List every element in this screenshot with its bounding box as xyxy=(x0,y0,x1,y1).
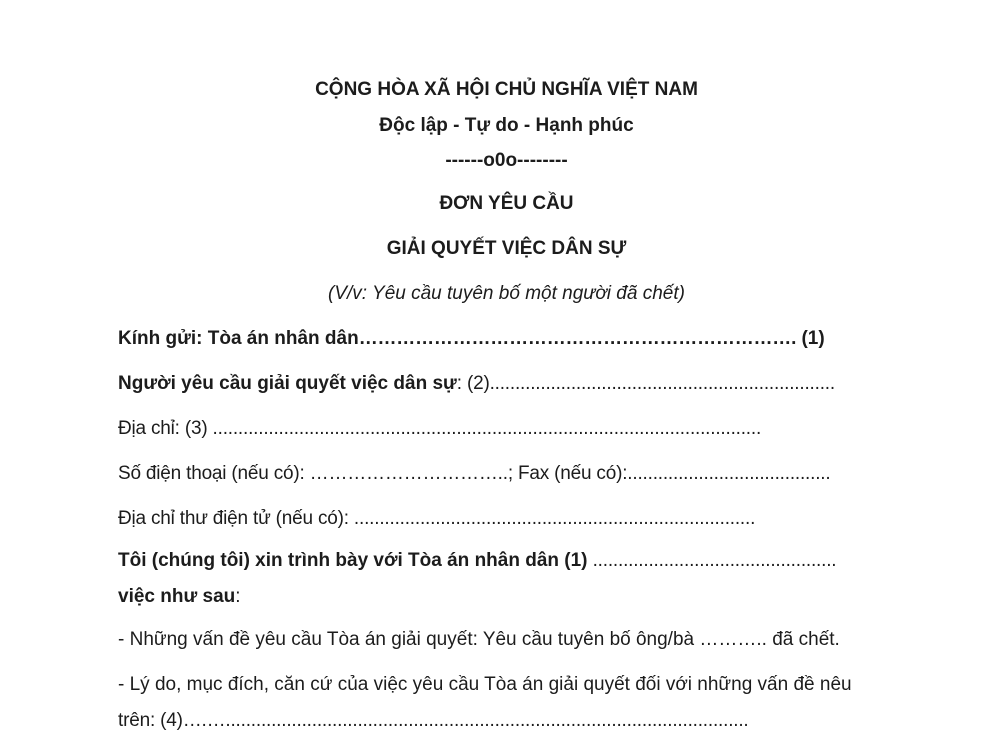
document-subtitle: GIẢI QUYẾT VIỆC DÂN SỰ xyxy=(386,238,627,259)
statement-cont-colon: : xyxy=(235,586,241,607)
statement-cont-label: việc như sau xyxy=(118,586,236,607)
requester-fill: : (2).................................................................... xyxy=(456,373,835,394)
recipient-fill: ……………………………………………………………. xyxy=(358,328,797,349)
reason-line-2: trên: (4)….…....................................................................................................... xyxy=(118,710,749,731)
email-line: Địa chỉ thư điện tử (nếu có): ............................................................................... xyxy=(118,508,756,529)
statement-continuation xyxy=(118,587,241,606)
address-line: Địa chỉ: (3) ............................................................................................................ xyxy=(118,418,762,439)
recipient-note: (1) xyxy=(796,328,825,349)
statement-fill: ................................................ xyxy=(587,550,837,571)
country-heading: CỘNG HÒA XÃ HỘI CHỦ NGHĨA VIỆT NAM xyxy=(315,79,698,100)
phone-line: Số điện thoại (nếu có): …………………………..; Fax (nếu có):........................................ xyxy=(118,463,831,484)
reason-line-1: - Lý do, mục đích, căn cứ của việc yêu cầu Tòa án giải quyết đối với những vấn đề nêu xyxy=(118,674,852,695)
subject-line: (V/v: Yêu cầu tuyên bố một người đã chết) xyxy=(328,283,685,304)
issue-line: - Những vấn đề yêu cầu Tòa án giải quyết: Yêu cầu tuyên bố ông/bà ……….. đã chết. xyxy=(118,629,840,650)
document-title: ĐƠN YÊU CẦU xyxy=(439,193,574,214)
requester-label: Người yêu cầu giải quyết việc dân sự xyxy=(118,373,457,394)
requester-line xyxy=(118,374,835,393)
separator: ------o0o-------- xyxy=(445,150,568,171)
statement-line xyxy=(118,551,836,570)
recipient-label: Kính gửi: Tòa án nhân dân xyxy=(118,328,359,349)
motto: Độc lập - Tự do - Hạnh phúc xyxy=(379,115,634,136)
statement-label: Tôi (chúng tôi) xin trình bày với Tòa án nhân dân (1) xyxy=(118,550,588,571)
recipient-line xyxy=(118,329,825,348)
